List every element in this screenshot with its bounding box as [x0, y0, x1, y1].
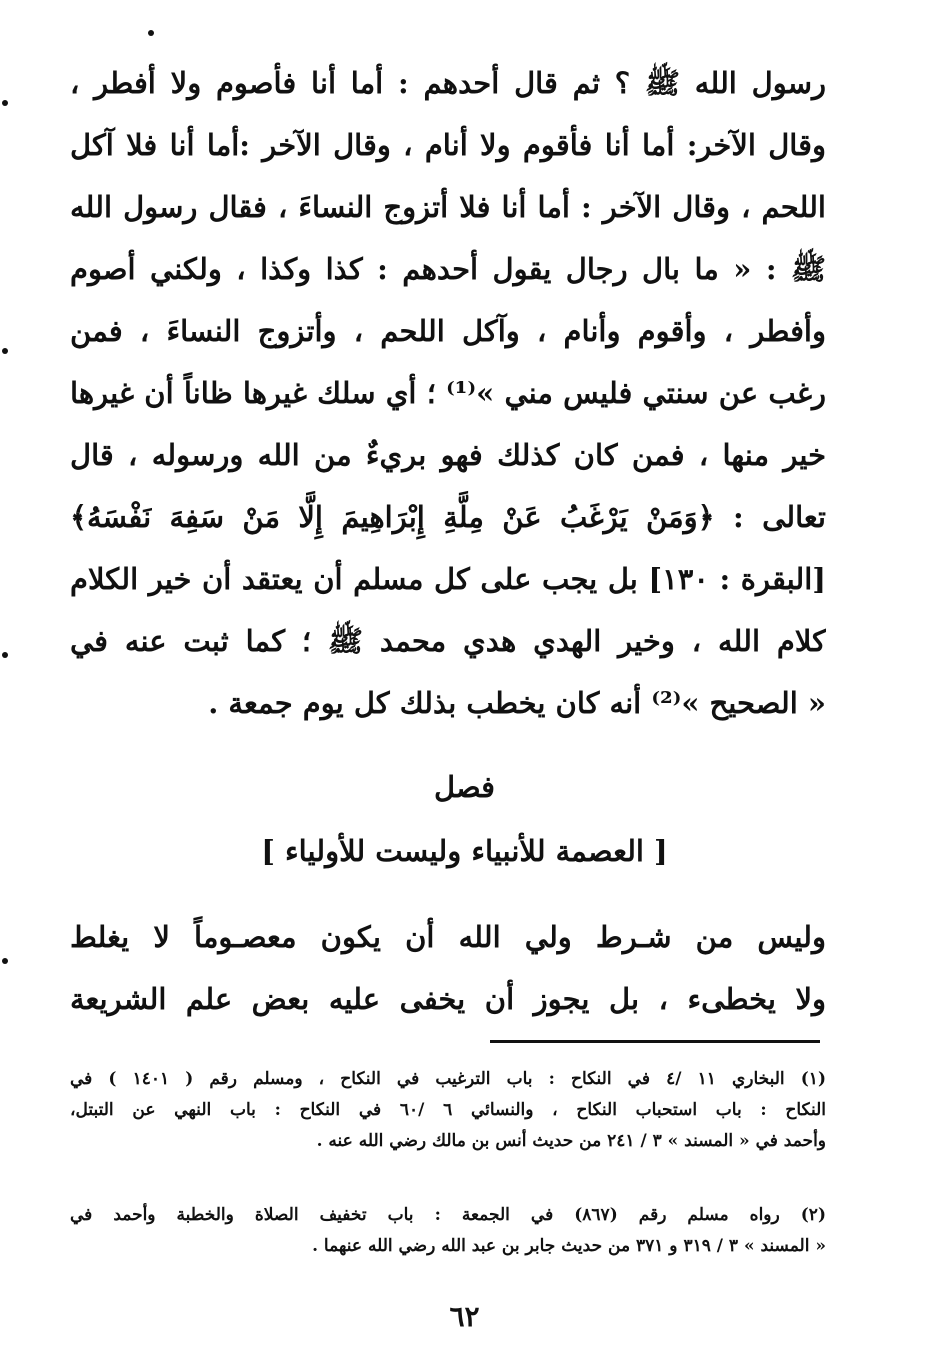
footnote-line: النكاح : باب استحباب النكاح ، والنسائي ٦ /٦٠ في النكاح : باب النهي عن التبتل،: [70, 1100, 826, 1120]
text-line: تعالى : ﴿وَمَنْ يَرْغَبُ عَنْ مِلَّةِ إِبْرَاهِيمَ إِلَّا مَنْ سَفِهَ نَفْسَهُ﴾: [70, 500, 826, 534]
footnote-line: (٢) رواه مسلم رقم (٨٦٧) في الجمعة : باب تخفيف الصلاة والخطبة وأحمد في: [70, 1205, 826, 1225]
scan-speck: [148, 30, 154, 36]
second-paragraph: [70, 906, 826, 1030]
footnote-separator: [490, 1040, 820, 1043]
footnote-1: [70, 1064, 826, 1157]
page-number: ٦٢: [449, 1300, 480, 1333]
scan-speck: [2, 958, 8, 964]
text-line: رغب عن سنتي فليس مني »⁽¹⁾ ؛ أي سلك غيرها ظاناً أن غيرها: [70, 376, 826, 410]
footnote-line: (١) البخاري ١١ /٤ في النكاح : باب الترغيب في النكاح ، ومسلم رقم ( ١٤٠١ ) في: [70, 1069, 826, 1089]
text-line: « الصحيح »⁽²⁾ أنه كان يخطب بذلك كل يوم جمعة .: [208, 686, 826, 720]
text-line: اللحم ، وقال الآخر : أما أنا فلا أتزوج النساءَ ، فقال رسول الله: [70, 190, 826, 224]
text-line: ﷺ : « ما بال رجال يقول أحدهم : كذا وكذا ، ولكني أصوم: [70, 252, 826, 286]
text-line: ولا يخطىء ، بل يجوز أن يخفى عليه بعض علم الشريعة: [70, 982, 826, 1016]
text-line: [البقرة : ١٣٠] بل يجب على كل مسلم أن يعتقد أن خير الكلام: [70, 562, 826, 596]
scan-speck: [2, 652, 8, 658]
text-line: خير منها ، فمن كان كذلك فهو بريءٌ من الله ورسوله ، قال: [70, 438, 826, 472]
scan-speck: [2, 348, 8, 354]
footnote-2: [70, 1200, 826, 1262]
footnote-line: « المسند » ٣ / ٣١٩ و ٣٧١ من حديث جابر بن عبد الله رضي الله عنهما .: [312, 1236, 826, 1256]
text-line: وأفطر ، وأقوم وأنام ، وآكل اللحم ، وأتزوج النساءَ ، فمن: [70, 314, 826, 348]
main-paragraph: [70, 52, 826, 734]
scan-speck: [2, 100, 8, 106]
footnote-line: وأحمد في « المسند » ٣ / ٢٤١ من حديث أنس بن مالك رضي الله عنه .: [316, 1131, 826, 1151]
text-line: وقال الآخر: أما أنا فأقوم ولا أنام ، وقال الآخر :أما أنا فلا آكل: [70, 128, 826, 162]
section-subtitle: [ العصمة للأنبياء وليست للأولياء ]: [261, 834, 668, 868]
text-line: كلام الله ، وخير الهدي هدي محمد ﷺ ؛ كما ثبت عنه في: [70, 624, 826, 658]
section-title: فصل: [434, 770, 495, 804]
text-line: وليس من شـرط ولي الله أن يكون معصـوماً لا يغلط: [70, 920, 826, 954]
text-line: رسول الله ﷺ ؟ ثم قال أحدهم : أما أنا فأصوم ولا أفطر ،: [70, 66, 826, 100]
